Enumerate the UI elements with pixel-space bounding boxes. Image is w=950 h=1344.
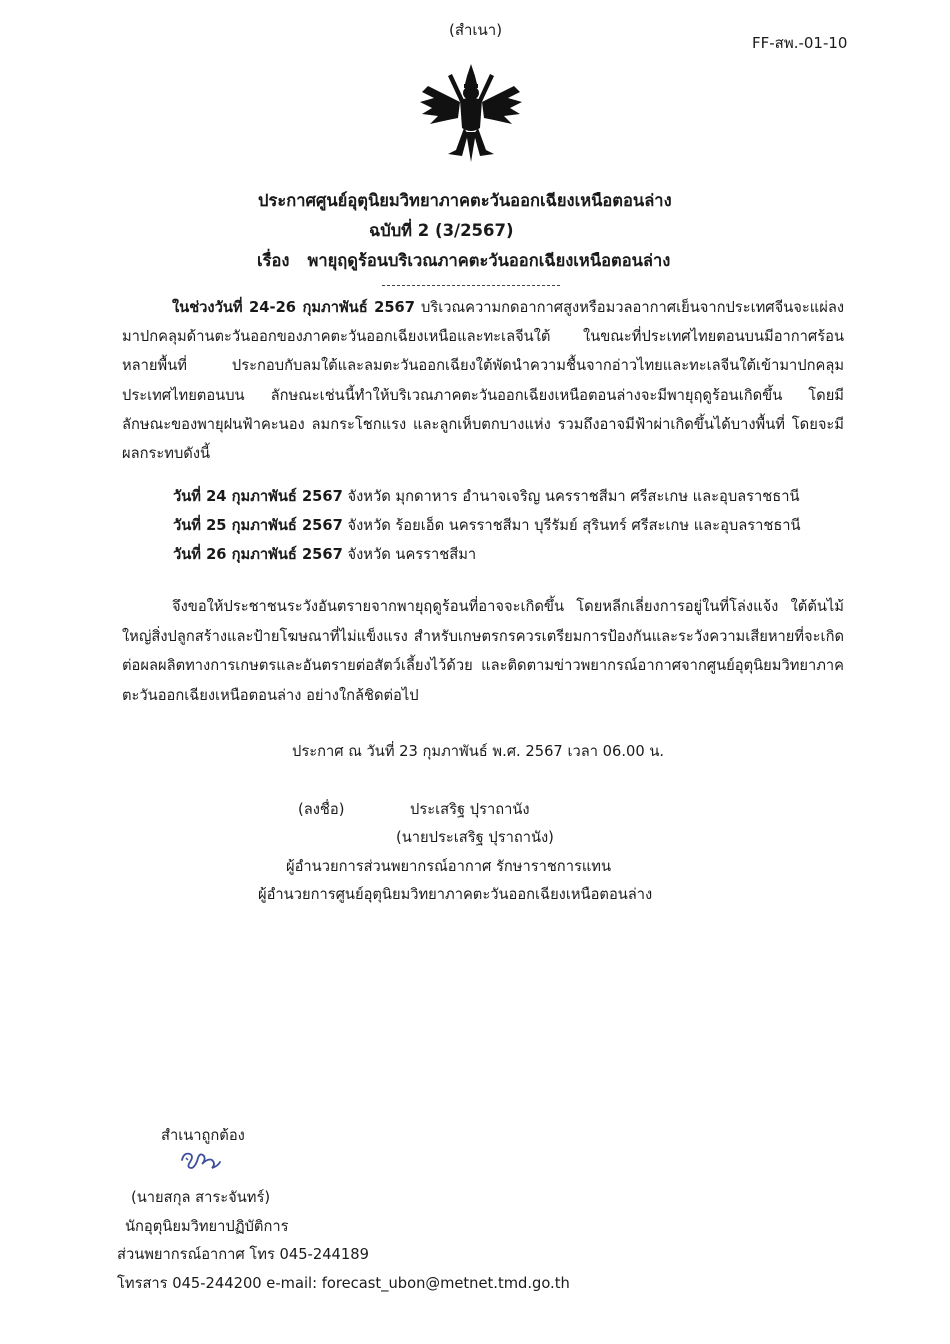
certifier-fax-email: โทรสาร 045-244200 e-mail: forecast_ubon@metnet.tmd.go.th [117,1275,570,1292]
signatory-position-2: ผู้อำนวยการศูนย์อุตุนิยมวิทยาภาคตะวันออกเฉียงเหนือตอนล่าง [258,886,653,903]
subject-line [257,248,670,274]
impact-day-2 [173,511,801,540]
announcement-title: ประกาศศูนย์อุตุนิยมวิทยาภาคตะวันออกเฉียงเหนือตอนล่าง [258,191,672,210]
garuda-emblem-icon [418,62,524,166]
paragraph-situation [122,293,844,468]
signatory-position-1: ผู้อำนวยการส่วนพยากรณ์อากาศ รักษาราชการแทน [286,858,612,875]
impact-areas: จังหวัด นครราชสีมา [342,546,477,563]
paragraph-text: บริเวณความกดอากาศสูงหรือมวลอากาศเย็นจากประเทศจีนจะแผ่ลงมาปกคลุมด้านตะวันออกของภาคตะวันออกเฉียงเหนือและทะเลจีนใต้ ในขณะที่ประเทศไทยตอนบนมีอากาศร้อนหลายพื้นที่ ประกอบกับลมใต้และลมตะวันออกเฉียงใต้พัดนำความชื้นจากอ่าวไทยและทะเลจีนใต้เข้ามาปกคลุมประเทศไทยตอนบน ลักษณะเช่นนี้ทำให้บริเวณภาคตะวันออกเฉียงเหนือตอนล่างจะมีพายุฤดูร้อนเกิดขึ้น โดยมีลักษณะของพายุฝนฟ้าคะนอง ลมกระโชกแรง และลูกเห็บตกบางแห่ง รวมถึงอาจมีฟ้าผ่าเกิดขึ้นได้บางพื้นที่ โดยจะมีผลกระทบดังนี้ [122,299,844,463]
impact-date: วันที่ 25 กุมภาพันธ์ 2567 [173,517,343,534]
signatory-fullname: (นายประเสริฐ ปุราถานัง) [396,829,554,846]
title-divider [382,285,560,286]
impact-areas: จังหวัด ร้อยเอ็ด นครราชสีมา บุรีรัมย์ สุรินทร์ ศรีสะเกษ และอุบลราชธานี [342,517,801,534]
issue-number: ฉบับที่ 2 (3/2567) [369,221,514,240]
handwritten-signature-icon [178,1146,224,1174]
subject-label: เรื่อง [257,251,290,270]
impact-areas: จังหวัด มุกดาหาร อำนาจเจริญ นครราชสีมา ศรีสะเกษ และอุบลราชธานี [342,488,800,505]
signature-name: ประเสริฐ ปุราถานัง [410,801,530,818]
impact-date: วันที่ 26 กุมภาพันธ์ 2567 [173,546,343,563]
issued-date: ประกาศ ณ วันที่ 23 กุมภาพันธ์ พ.ศ. 2567 เวลา 06.00 น. [292,743,665,760]
advice-text: จึงขอให้ประชาชนระวังอันตรายจากพายุฤดูร้อนที่อาจจะเกิดขึ้น โดยหลีกเลี่ยงการอยู่ในที่โล่งแจ้ง ใต้ต้นไม้ใหญ่สิ่งปลูกสร้างและป้ายโฆษณาที่ไม่แข็งแรง สำหรับเกษตรกรควรเตรียมการป้องกันและระวังความเสียหายที่จะเกิดต่อผลผลิตทางการเกษตรและอันตรายต่อสัตว์เลี้ยงไว้ด้วย และติดตามข่าวพยากรณ์อากาศจากศูนย์อุตุนิยมวิทยาภาคตะวันออกเฉียงเหนือตอนล่าง อย่างใกล้ชิดต่อไป [122,598,844,704]
certified-copy-label: สำเนาถูกต้อง [161,1127,245,1144]
copy-mark: (สำเนา) [449,21,503,39]
paragraph-advice [122,592,844,710]
impact-date: วันที่ 24 กุมภาพันธ์ 2567 [173,488,343,505]
certifier-name: (นายสกุล สาระจันทร์) [131,1189,271,1206]
certifier-position: นักอุตุนิยมวิทยาปฏิบัติการ [125,1218,289,1235]
signature-label: (ลงชื่อ) [298,801,345,818]
form-code: FF-สพ.-01-10 [752,34,848,52]
certifier-unit-phone: ส่วนพยากรณ์อากาศ โทร 045-244189 [117,1246,369,1263]
paragraph-lead: ในช่วงวันที่ 24-26 กุมภาพันธ์ 2567 [172,299,415,316]
impact-day-1 [173,482,800,511]
impact-day-3 [173,540,476,569]
subject-text: พายุฤดูร้อนบริเวณภาคตะวันออกเฉียงเหนือตอนล่าง [307,251,671,270]
